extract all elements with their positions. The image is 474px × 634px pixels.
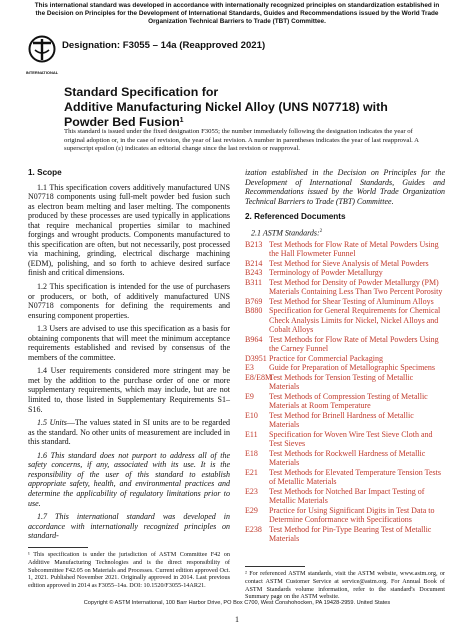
reference-title-link[interactable]: Test Methods for Tension Testing of Metallic Materials bbox=[269, 372, 414, 392]
reference-code-link[interactable]: E8/E8M bbox=[245, 372, 273, 382]
reference-item bbox=[245, 411, 445, 430]
reference-code-link[interactable]: E21 bbox=[245, 467, 258, 477]
header-notice: This international standard was developed in accordance with internationally recognized principles on standardization established in the Decision on Principles for the Development of International Standards, Guides and Recommendations issued by the World Trade Organization Technical Barriers to Trade (TBT) Committee. bbox=[34, 2, 440, 25]
logo-text: INTERNATIONAL bbox=[25, 70, 59, 75]
reference-item bbox=[245, 487, 445, 506]
reference-title-link[interactable]: Test Methods for Elevated Temperature Tension Tests of Metallic Materials bbox=[269, 467, 441, 487]
reference-title-link[interactable]: Specification for General Requirements for Chemical Check Analysis Limits for Nickel, Nickel Alloys and Cobalt Alloys bbox=[269, 306, 441, 335]
footnote-rule-right bbox=[245, 566, 305, 567]
reference-code-link[interactable]: B964 bbox=[245, 334, 263, 344]
reference-item bbox=[245, 373, 445, 392]
reference-title-link[interactable]: Test Methods for Rockwell Hardness of Metallic Materials bbox=[269, 448, 426, 468]
reference-code-link[interactable]: E3 bbox=[245, 363, 254, 373]
reference-title-link[interactable]: Practice for Using Significant Digits in Test Data to Determine Conformance with Specifications bbox=[269, 505, 435, 525]
title-line-2: Additive Manufacturing Nickel Alloy (UNS N07718) with bbox=[64, 100, 388, 114]
scope-1-1: 1.1 This specification covers additively manufactured UNS N07718 components using full-melt powder bed fusion such as electron beam melting and laser melting. The components produced by these processes are used typically in applications that require mechanical properties similar to machined forgings and wrought products. Components manufactured to this specification are often, but not necessarily, post processed via machining, grinding, electrical discharge machining (EDM), polishing, and so forth to achieve desired surface finish and critical dimensions. bbox=[28, 182, 230, 278]
reference-code-link[interactable]: B880 bbox=[245, 306, 263, 316]
reference-item bbox=[245, 259, 445, 269]
reference-item bbox=[245, 392, 445, 411]
reference-title-link[interactable]: Test Methods for Flow Rate of Metal Powders Using the Hall Flowmeter Funnel bbox=[269, 239, 439, 259]
astm-standards-footnote-mark: 2 bbox=[319, 228, 323, 234]
title-line-3-text: Powder Bed Fusion bbox=[64, 115, 180, 129]
reference-list bbox=[245, 240, 445, 544]
scope-1-6: 1.6 This standard does not purport to address all of the safety concerns, if any, associated with its use. It is the responsibility of the user of this standard to establish appropriate safety, health, and environmental practices and determine the applicability of regulatory limitations prior to use. bbox=[28, 450, 230, 508]
reference-title-link[interactable]: Test Methods for Notched Bar Impact Testing of Metallic Materials bbox=[269, 486, 425, 506]
reference-title-link[interactable]: Test Methods of Compression Testing of Metallic Materials at Room Temperature bbox=[269, 391, 428, 411]
title-line-1: Standard Specification for bbox=[64, 85, 219, 99]
scope-1-5-text: —The values stated in SI units are to be regarded as the standard. No other units of measurement are included in this standard. bbox=[28, 418, 230, 447]
left-column bbox=[28, 168, 230, 545]
reference-title-link[interactable]: Terminology of Powder Metallurgy bbox=[269, 268, 383, 278]
reference-item bbox=[245, 354, 445, 364]
scope-1-5 bbox=[28, 418, 230, 447]
reference-title-link[interactable]: Specification for Woven Wire Test Sieve Cloth and Test Sieves bbox=[269, 429, 433, 449]
reference-title-link[interactable]: Test Method for Pin-Type Bearing Test of Metallic Materials bbox=[269, 524, 432, 544]
reference-item bbox=[245, 306, 445, 335]
reference-item bbox=[245, 297, 445, 307]
reference-code-link[interactable]: E9 bbox=[245, 391, 254, 401]
reference-code-link[interactable]: E10 bbox=[245, 410, 258, 420]
reference-title-link[interactable]: Test Method for Brinell Hardness of Metallic Materials bbox=[269, 410, 414, 430]
reference-title-link[interactable]: Test Methods for Flow Rate of Metal Powders Using the Carney Funnel bbox=[269, 334, 439, 354]
reference-code-link[interactable]: E29 bbox=[245, 505, 258, 515]
reference-item bbox=[245, 278, 445, 297]
reference-item bbox=[245, 506, 445, 525]
right-column bbox=[245, 168, 445, 544]
reference-item bbox=[245, 240, 445, 259]
scope-1-4: 1.4 User requirements considered more stringent may be met by the addition to the purchase order of one or more supplementary requirements, which may include, but are not limited to, those listed in Supplementary Requirements S1–S16. bbox=[28, 366, 230, 414]
reference-title-link[interactable]: Test Method for Sieve Analysis of Metal Powders bbox=[269, 258, 429, 268]
reference-code-link[interactable]: B769 bbox=[245, 296, 263, 306]
scope-1-7-continued: ization established in the Decision on Principles for the Development of International Standards, Guides and Recommendations issued by the World Trade Organization Technical Barriers to Trade (TBT) Committee. bbox=[245, 168, 445, 206]
reference-code-link[interactable]: B214 bbox=[245, 258, 263, 268]
reference-code-link[interactable]: B213 bbox=[245, 239, 263, 249]
scope-1-3: 1.3 Users are advised to use this specification as a basis for obtaining components that will meet the minimum acceptance requirements established and revised by consensus of the members of the committee. bbox=[28, 324, 230, 362]
footnote-1-block bbox=[28, 547, 230, 590]
referenced-documents-heading: 2. Referenced Documents bbox=[245, 212, 346, 222]
astm-logo bbox=[25, 34, 59, 82]
intro-paragraph: This standard is issued under the fixed designation F3055; the number immediately following the designation indicates the year of original adoption or, in the case of revision, the year of last revision. A number in parentheses indicates the year of last reapproval. A superscript epsilon (ε) indicates an editorial change since the last revision or reapproval. bbox=[64, 128, 419, 153]
reference-item bbox=[245, 449, 445, 468]
reference-item bbox=[245, 335, 445, 354]
reference-item bbox=[245, 468, 445, 487]
reference-code-link[interactable]: B311 bbox=[245, 277, 263, 287]
copyright-footer: Copyright © ASTM International, 100 Barr Harbor Drive, PO Box C700, West Conshohocken, PA 19428-2959. United States bbox=[83, 600, 391, 606]
reference-code-link[interactable]: E18 bbox=[245, 448, 258, 458]
astm-standards-label: 2.1 ASTM Standards: bbox=[251, 228, 320, 238]
reference-code-link[interactable]: E238 bbox=[245, 524, 262, 534]
reference-code-link[interactable]: E23 bbox=[245, 486, 258, 496]
document-title bbox=[64, 85, 424, 130]
reference-item bbox=[245, 363, 445, 373]
astm-standards-subheading bbox=[251, 227, 445, 238]
footnote-1: ¹ This specification is under the jurisdiction of ASTM Committee F42 on Additive Manufacturing Technologies and is the direct responsibility of Subcommittee F42.05 on Materials and Processes. Current edition approved Oct. 1, 2021. Published November 2021. Originally approved in 2014. Last previous edition approved in 2014 as F3055–14a. DOI: 10.1520/F3055-14AR21. bbox=[28, 551, 230, 590]
reference-code-link[interactable]: B243 bbox=[245, 268, 263, 278]
footnote-2-block bbox=[245, 566, 445, 601]
reference-code-link[interactable]: E11 bbox=[245, 429, 258, 439]
reference-title-link[interactable]: Practice for Commercial Packaging bbox=[269, 353, 383, 363]
scope-1-7: 1.7 This international standard was developed in accordance with internationally recognized principles on standard- bbox=[28, 512, 230, 541]
page-number: 1 bbox=[235, 615, 239, 624]
reference-title-link[interactable]: Test Method for Density of Powder Metallurgy (PM) Materials Containing Less Than Two Percent Porosity bbox=[269, 277, 443, 297]
footnote-rule bbox=[28, 547, 88, 548]
scope-heading: 1. Scope bbox=[28, 168, 62, 177]
reference-code-link[interactable]: D3951 bbox=[245, 353, 267, 363]
reference-title-link[interactable]: Test Method for Shear Testing of Aluminum Alloys bbox=[269, 296, 434, 306]
designation: Designation: F3055 – 14a (Reapproved 2021) bbox=[62, 40, 266, 51]
title-footnote-mark: 1 bbox=[179, 117, 184, 124]
reference-title-link[interactable]: Guide for Preparation of Metallographic Specimens bbox=[269, 363, 435, 373]
scope-1-5-label: 1.5 Units bbox=[37, 418, 67, 428]
scope-1-2: 1.2 This specification is intended for the use of purchasers or producers, or both, of additively manufactured UNS N07718 components for defining the requirements and ensuring component properties. bbox=[28, 282, 230, 320]
footnote-2: ² For referenced ASTM standards, visit the ASTM website, www.astm.org, or contact ASTM Customer Service at service@astm.org. For Annual Book of ASTM Standards volume information, refer to the standard's Document Summary page on the ASTM website. bbox=[245, 570, 445, 601]
reference-item bbox=[245, 525, 445, 544]
reference-item bbox=[245, 430, 445, 449]
reference-item bbox=[245, 268, 445, 278]
